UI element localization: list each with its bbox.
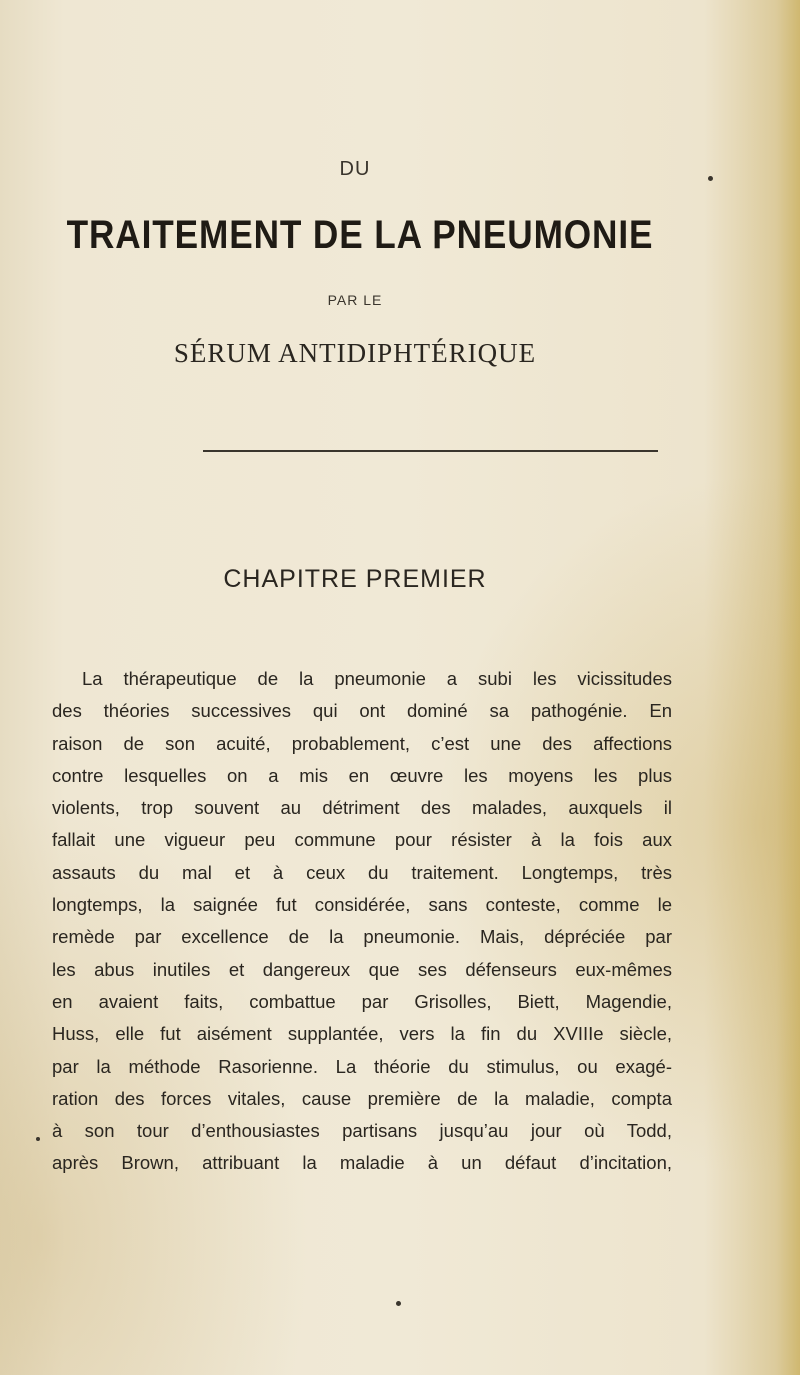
body-line: Huss, elle fut aisément supplantée, vers la fin du XVIIIe siècle,	[52, 1023, 672, 1045]
horizontal-rule	[203, 450, 658, 452]
body-paragraph	[52, 663, 672, 1180]
body-line: assauts du mal et à ceux du traitement. Longtemps, très	[52, 861, 672, 883]
body-line: à son tour d’enthousiastes partisans jusqu’au jour où Todd,	[52, 1120, 672, 1142]
body-line: par la méthode Rasorienne. La théorie du stimulus, ou exagé-	[52, 1055, 672, 1077]
speck-mark	[708, 176, 713, 181]
pre-title: DU	[339, 158, 371, 180]
body-line: les abus inutiles et dangereux que ses défenseurs eux-mêmes	[52, 958, 672, 980]
body-line: La thérapeutique de la pneumonie a subi les vicissitudes	[82, 668, 672, 689]
body-line: en avaient faits, combattue par Grisolles, Biett, Magendie,	[52, 990, 672, 1012]
body-line: contre lesquelles on a mis en œuvre les moyens les plus	[52, 764, 672, 786]
main-title: TRAITEMENT DE LA PNEUMONIE	[66, 213, 654, 257]
body-line: des théories successives qui ont dominé sa pathogénie. En	[52, 700, 672, 722]
body-line: remède par excellence de la pneumonie. Mais, dépréciée par	[52, 926, 672, 948]
body-line: après Brown, attribuant la maladie à un défaut d’incitation,	[52, 1152, 672, 1174]
body-line: raison de son acuité, probablement, c’est une des affections	[52, 732, 672, 754]
body-line: violents, trop souvent au détriment des malades, auxquels il	[52, 797, 672, 819]
body-line: fallait une vigueur peu commune pour résister à la fois aux	[52, 829, 672, 851]
body-line: ration des forces vitales, cause première de la maladie, compta	[52, 1087, 672, 1109]
chapter-heading: CHAPITRE PREMIER	[223, 565, 487, 593]
par-le-label: PAR LE	[327, 292, 383, 308]
subtitle: SÉRUM ANTIDIPHTÉRIQUE	[173, 338, 537, 368]
speck-mark	[396, 1301, 401, 1306]
body-line: longtemps, la saignée fut considérée, sans conteste, comme le	[52, 894, 672, 916]
speck-mark	[36, 1137, 40, 1141]
